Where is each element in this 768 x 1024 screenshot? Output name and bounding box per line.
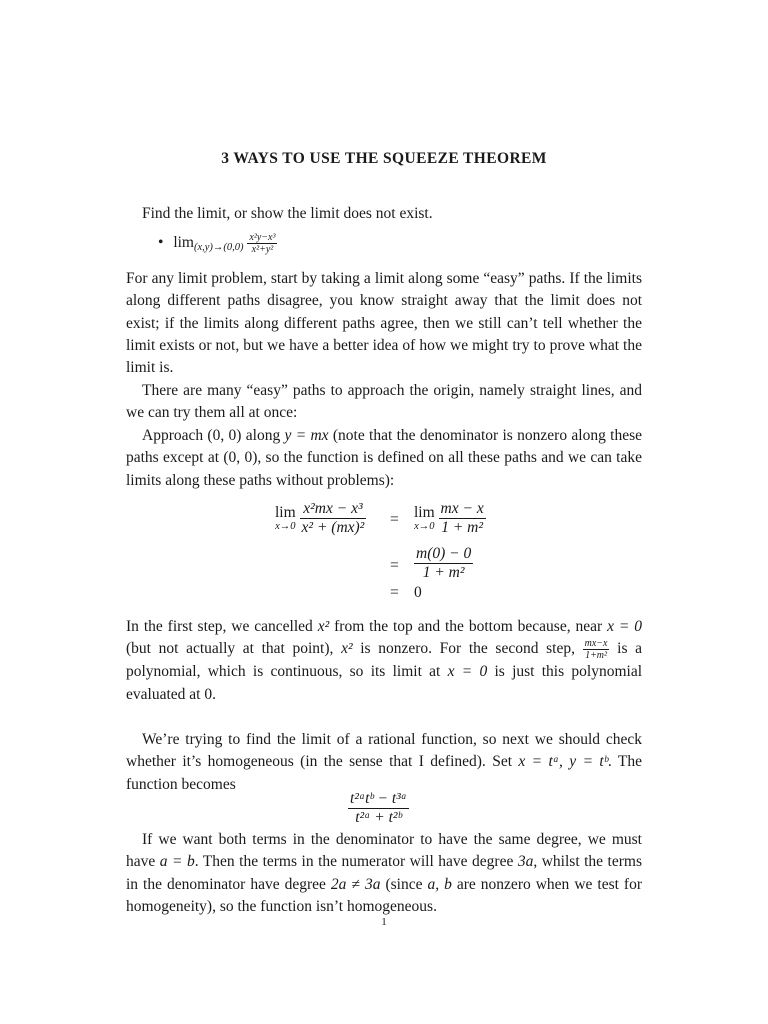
- eq-line3: 0: [414, 584, 422, 601]
- bullet-lim: lim: [173, 234, 194, 252]
- p3-text-a: Approach (0, 0) along: [142, 427, 285, 444]
- eq-r2-den: 1 + m²: [414, 563, 473, 582]
- p5-a: We’re trying to find the limit of a rational function, so next we should check whether it’s homogeneous (in the sense that I defined). Set: [126, 731, 642, 771]
- bullet-lim-sub: (x,y)→(0,0): [193, 242, 244, 254]
- p6-d: 3a: [517, 853, 534, 871]
- p4-frac: [583, 638, 610, 661]
- p4-j: is just this polynomial evaluated at 0.: [126, 663, 643, 703]
- bullet-fraction-den: x²+y²: [247, 243, 277, 255]
- page-number: 1: [381, 916, 387, 928]
- paragraph-4: [126, 616, 642, 706]
- eq-equals-2: =: [390, 557, 399, 574]
- eq-l1-den: x² + (mx)²: [301, 519, 365, 536]
- eq-equals-1: =: [390, 511, 399, 528]
- paragraph-5: [126, 729, 642, 796]
- eq-line2: [414, 545, 473, 582]
- eq-line1-right: [414, 500, 486, 537]
- p5-b: x = tᵃ, y = tᵇ: [518, 753, 608, 771]
- eq-r1-den: 1 + m²: [439, 518, 486, 537]
- p4-g: is nonzero. For the second step,: [352, 640, 583, 658]
- p4-b: x²: [317, 618, 330, 635]
- paragraph-2: There are many “easy” paths to approach the origin, namely straight lines, and we can try them all at once:: [126, 382, 642, 422]
- eq-lim-label: lim: [275, 504, 296, 521]
- eq-lim-1: [275, 505, 296, 532]
- eq-line1-left: [275, 500, 366, 537]
- bullet-dot-icon: •: [158, 234, 164, 252]
- p6-e: , whilst the terms in the denominator have degree: [126, 853, 642, 893]
- p6-g: (since: [380, 875, 428, 893]
- p3-text-c: (note that the denominator is nonzero along these paths except at (0, 0), so the function is defined on all these paths and we can take limits along these paths without problems):: [126, 427, 642, 489]
- p6-b: a = b: [159, 853, 195, 871]
- intro-text: Find the limit, or show the limit does not exist.: [142, 205, 433, 222]
- p4-frac-num: mx−x: [584, 638, 608, 650]
- p6-h: a, b: [427, 875, 452, 893]
- eq-equals-3: =: [390, 584, 399, 601]
- eq-r2-num: m(0) − 0: [416, 545, 472, 562]
- p3-math: y = mx: [284, 427, 329, 444]
- p6-f: 2a ≠ 3a: [330, 875, 381, 893]
- bullet-fraction: [247, 232, 277, 255]
- p5-c: . The function becomes: [126, 753, 642, 793]
- p4-f: x²: [341, 640, 353, 658]
- eq-lim-sub: x→0: [275, 521, 296, 532]
- eq2-frac: [348, 790, 409, 827]
- paragraph-6: [126, 829, 642, 918]
- p4-c: from the top and the bottom because, near: [329, 618, 608, 635]
- eq-r1-frac: [439, 500, 486, 537]
- p4-h: is a polynomial, which is continuous, so its limit at: [126, 640, 642, 681]
- p4-frac-den: 1+m²: [583, 649, 610, 661]
- p6-i: are nonzero when we test for homogeneity), so the function isn’t homogeneous.: [126, 875, 642, 915]
- eq-lim-2: [414, 505, 435, 532]
- p4-d: x = 0: [607, 618, 642, 635]
- eq-r2-frac: [414, 545, 473, 582]
- eq-l1-frac: [300, 500, 367, 537]
- eq-l1-num: x²mx − x³: [303, 500, 363, 517]
- p6-c: . Then the terms in the numerator will have degree: [194, 853, 518, 871]
- paragraph-1: For any limit problem, start by taking a limit along some “easy” paths. If the limits along different paths disagree, you know straight away that the limit does not exist; if the limits along different paths agree, then we still can’t tell whether the limit exists or not, but we have a better idea of how we might try to prove what the limit is.: [126, 270, 642, 377]
- bullet-fraction-num: x²y−x³: [249, 232, 276, 243]
- eq-lim-sub: x→0: [414, 521, 435, 532]
- p4-e: (but not actually at that point),: [126, 640, 342, 658]
- eq-r1-num: mx − x: [440, 500, 484, 517]
- page-title: 3 WAYS TO USE THE SQUEEZE THEOREM: [221, 150, 547, 167]
- p4-a: In the first step, we cancelled: [126, 618, 318, 635]
- eq-lim-label: lim: [414, 504, 435, 521]
- eq2-den: t²ᵃ + t²ᵇ: [348, 808, 409, 827]
- paragraph-3: [126, 425, 642, 492]
- bullet-item: [158, 232, 277, 255]
- eq2: [348, 790, 409, 827]
- p6-a: If we want both terms in the denominator to have the same degree, we must have: [126, 831, 642, 871]
- eq2-num: t²ᵃtᵇ − t³ᵃ: [350, 790, 407, 807]
- p4-i: x = 0: [447, 663, 488, 681]
